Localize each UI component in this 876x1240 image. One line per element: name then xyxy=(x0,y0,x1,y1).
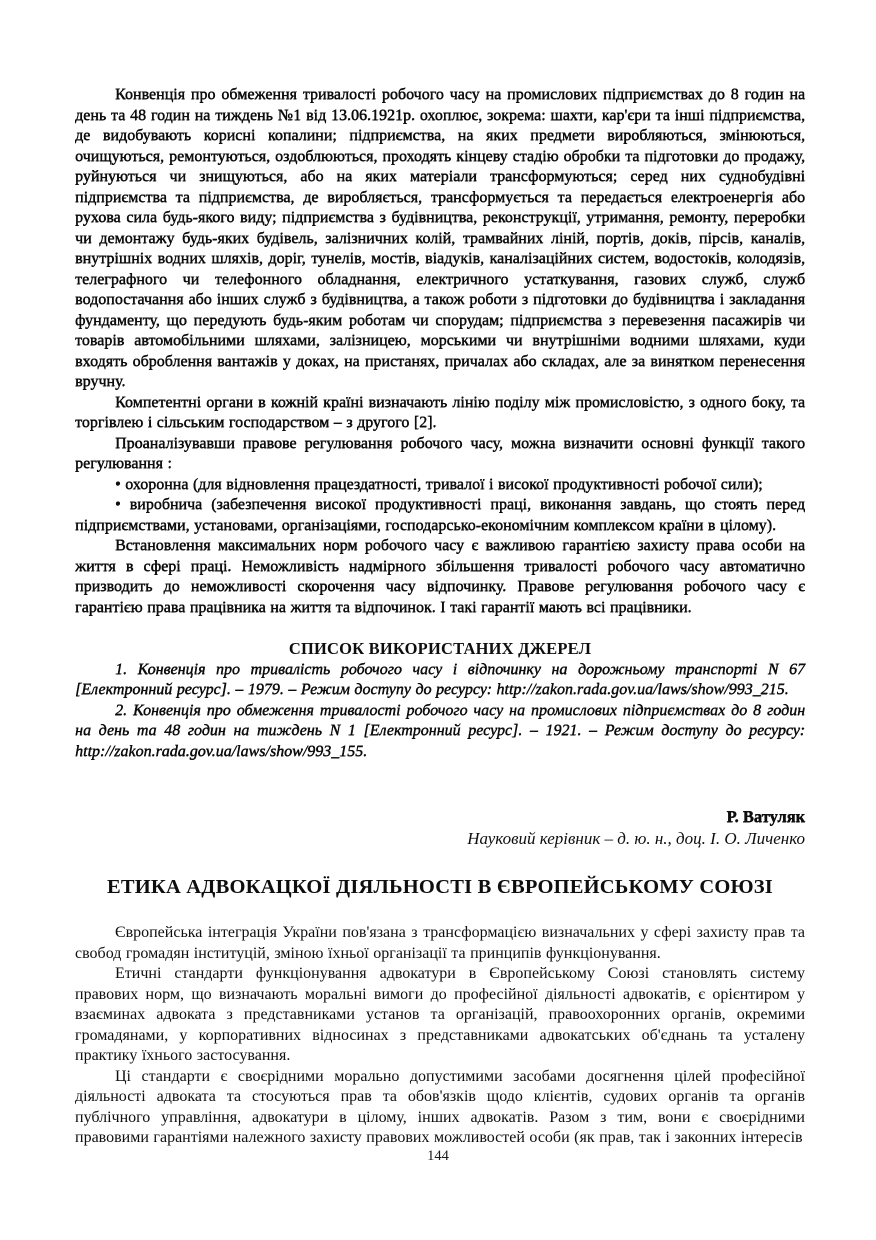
author-name: Р. Ватуляк xyxy=(726,807,805,826)
paragraph-regulation-functions: Проаналізувавши правове регулювання робочого часу, можна визначити основні функції такого регулювання : xyxy=(75,434,805,472)
supervisor-line: Науковий керівник – д. ю. н., доц. І. О. Личенко xyxy=(467,829,805,848)
bullet-item-productive: • виробнича (забезпечення високої продуктивності праці, виконання завдань, що стоять перед підприємствами, установами, організаціями, господарсько-економічним комплексом країни в цілому). xyxy=(75,496,805,534)
paragraph-competent-authorities: Компетентні органи в кожній країні визначають лінію поділу між промисловістю, з одного боку, та торгівлею і сільським господарством – з другого [2]. xyxy=(75,393,805,431)
page-number: 144 xyxy=(427,1148,449,1164)
paragraph-conclusion: Встановлення максимальних норм робочого часу є важливою гарантією захисту права особи на життя в сфері праці. Неможливість надмірного збільшення тривалості робочого часу автоматично призводить до неможливості скорочення часу відпочинку. Правове регулювання робочого часу є гарантією права працівника на життя та відпочинок. І такі гарантії мають всі працівники. xyxy=(75,537,805,616)
paragraph-ethical-standards: Етичні стандарти функціонування адвокатури в Європейському Союзі становлять систему правових норм, що визначають моральні вимоги до професійної діяльності адвокатів, є орієнтиром у взаєминах адвоката з представниками установ та організацій, правоохоронних органів, окремими громадянами, у корпоративних відносинах з представниками адвокатських об'єднань та усталену практику їхнього застосування. xyxy=(75,965,805,1064)
paragraph-eu-integration: Європейська інтеграція України пов'язана з трансформацією визначальних у сфері захисту прав та свобод громадян інституцій, зміною їхньої організації та принципів функціонування. xyxy=(75,924,805,962)
reference-item-1: 1. Конвенція про тривалість робочого часу і відпочинку на дорожньому транспорті N 67 [Електронний ресурс]. – 1979. – Режим доступу до ресурсу: http://zakon.rada.gov.ua/laws/show/993_215. xyxy=(75,660,805,698)
bullet-item-protective: • охоронна (для відновлення працездатності, тривалої і високої продуктивності робочої сили); xyxy=(115,475,763,493)
paragraph-convention-scope: Конвенція про обмеження тривалості робочого часу на промислових підприємствах до 8 годин на день та 48 годин на тиждень №1 від 13.06.1921р. охоплює, зокрема: шахти, кар'єри та інші підприємства, де видобувають корисні копалини; підприємства, на яких предмети виробляються, змінюються, очищуються, ремонтуються, оздоблюються, проходять кінцеву стадію обробки та підготовки до продажу, руйнуються чи знищуються, або на яких матеріали трансформуються; серед них суднобудівні підприємства та підприємства, де виробляється, трансформується та передається електроенергія або рухова сила будь-якого виду; підприємства з будівництва, реконструкції, утримання, ремонту, переробки чи демонтажу будь-яких будівель, залізничних колій, трамвайних ліній, портів, доків, пірсів, каналів, внутрішніх водних шляхів, доріг, тунелів, мостів, віадуків, каналізаційних систем, водостоків, колодязів, телеграфного чи телефонного обладнання, електричного устаткування, газових служб, служб водопостачання або інших служб з будівництва, а також роботи з підготовки до будівництва і закладання фундаменту, що передують будь-яким роботам чи спорудам; підприємства з перевезення пасажирів чи товарів автомобільними шляхами, залізницею, морськими чи внутрішніми водними шляхами, куди входять оброблення вантажів у доках, на пристанях, причалах або складах, але за винятком перенесення вручну. xyxy=(75,86,805,390)
paragraph-standards-guarantees: Ці стандарти є своєрідними морально допустимими засобами досягнення цілей професійної діяльності адвоката та стосуються прав та обов'язків щодо клієнтів, судових органів та органів публічного управління, адвокатури в цілому, інших адвокатів. Разом з тим, вони є своєрідними правовими гарантіями належного захисту правових можливостей особи (як прав, так і законних інтересів xyxy=(75,1067,805,1146)
author-block xyxy=(75,806,805,850)
sources-heading: СПИСОК ВИКОРИСТАНИХ ДЖЕРЕЛ xyxy=(288,639,592,658)
page-content xyxy=(75,85,805,1149)
reference-item-2: 2. Конвенція про обмеження тривалості робочого часу на промислових підприємствах до 8 годин на день та 48 годин на тиждень N 1 [Електронний ресурс]. – 1921. – Режим доступу до ресурсу: http://zakon.rada.gov.ua/laws/show/993_155. xyxy=(75,701,805,760)
article-title: ЕТИКА АДВОКАЦКОЇ ДІЯЛЬНОСТІ В ЄВРОПЕЙСЬКОМУ СОЮЗІ xyxy=(107,876,773,898)
